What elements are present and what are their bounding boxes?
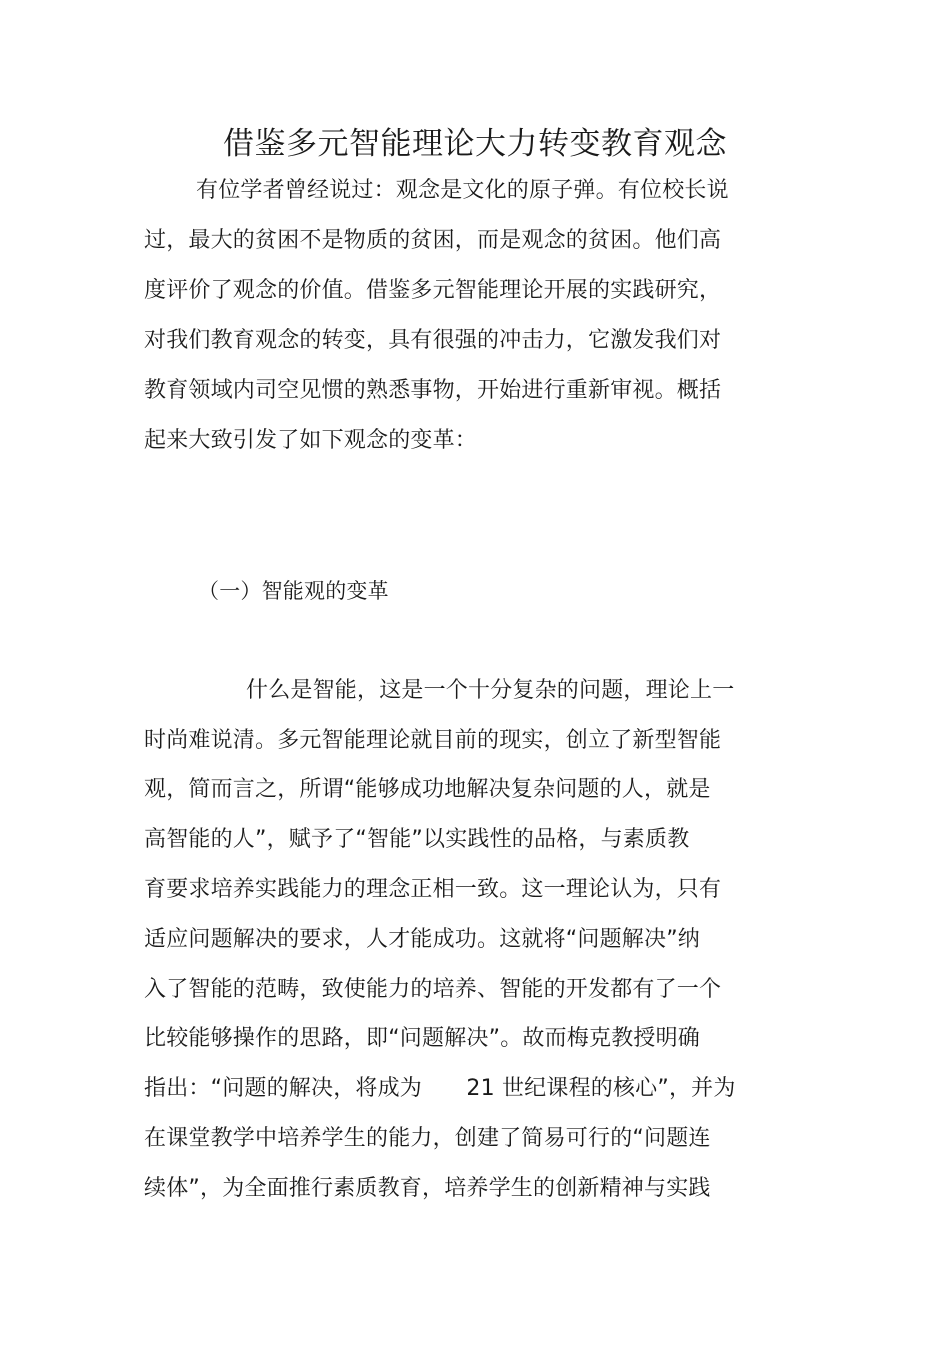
intro-line-1: 有位学者曾经说过：观念是文化的原子弹。有位校长说 — [196, 178, 729, 203]
intro-line-4: 对我们教育观念的转变，具有很强的冲击力，它激发我们对 — [144, 328, 722, 353]
section-line-7: 入了智能的范畴，致使能力的培养、智能的开发都有了一个 — [144, 977, 722, 1002]
document-title: 借鉴多元智能理论大力转变教育观念 — [223, 126, 727, 162]
intro-line-2: 过，最大的贫困不是物质的贫困，而是观念的贫困。他们高 — [144, 228, 722, 253]
intro-line-6: 起来大致引发了如下观念的变革： — [144, 428, 478, 453]
section-line-1: 什么是智能，这是一个十分复杂的问题，理论上一 — [246, 678, 735, 703]
intro-line-3: 度评价了观念的价值。借鉴多元智能理论开展的实践研究， — [144, 278, 722, 303]
section-line-4: 高智能的人”，赋予了“智能”以实践性的品格，与素质教 — [144, 827, 690, 852]
section-line-8: 比较能够操作的思路，即“问题解决”。故而梅克教授明确 — [144, 1026, 700, 1051]
section-line-2: 时尚难说清。多元智能理论就目前的现实，创立了新型智能 — [144, 728, 722, 753]
section-line-3: 观，简而言之，所谓“能够成功地解决复杂问题的人，就是 — [144, 777, 711, 802]
section-heading: （一）智能观的变革 — [198, 579, 389, 603]
intro-line-5: 教育领域内司空见惯的熟悉事物，开始进行重新审视。概括 — [144, 378, 722, 403]
section-line-9: 指出：“问题的解决，将成为 21 世纪课程的核心”，并为 — [144, 1076, 736, 1101]
section-line-10: 在课堂教学中培养学生的能力，创建了简易可行的“问题连 — [144, 1126, 711, 1151]
section-line-11: 续体”，为全面推行素质教育，培养学生的创新精神与实践 — [144, 1176, 711, 1201]
section-line-6: 适应问题解决的要求，人才能成功。这就将“问题解决”纳 — [144, 927, 700, 952]
section-line-5: 育要求培养实践能力的理念正相一致。这一理论认为，只有 — [144, 877, 722, 902]
